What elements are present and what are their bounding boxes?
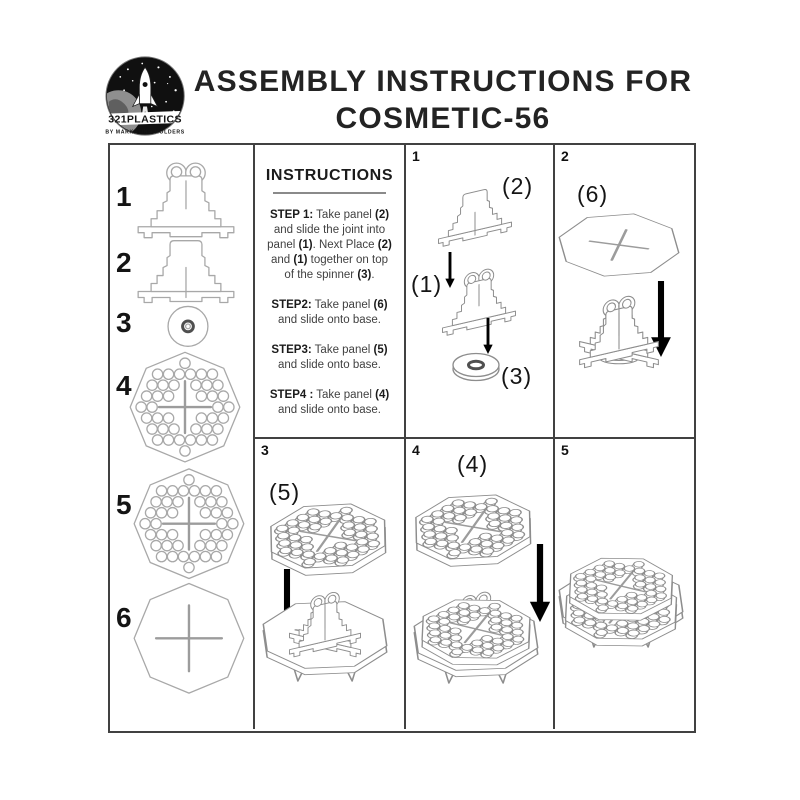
instructions-heading: INSTRUCTIONS xyxy=(265,167,394,184)
brand-tagline: BY MARKETING HOLDERS xyxy=(105,129,185,136)
panel-1-3d xyxy=(443,263,516,337)
instructions-panel xyxy=(253,145,404,437)
part-1-drawing xyxy=(138,163,234,238)
step-3-diagram xyxy=(255,439,404,729)
part-6-drawing xyxy=(134,583,244,693)
parts-list-column xyxy=(110,145,253,729)
down-arrow-icon xyxy=(445,252,454,288)
diagram-panel-1 xyxy=(404,145,553,437)
panel-number: 1 xyxy=(412,148,420,164)
part-number: 5 xyxy=(116,489,132,520)
spinner-unit-3d xyxy=(580,289,659,369)
part-number: 2 xyxy=(116,247,132,278)
panel-6-3d xyxy=(555,206,694,284)
instruction-step: STEP2: Take panel (6) and slide onto base. xyxy=(271,299,388,326)
instruction-grid xyxy=(108,143,696,733)
step-1-diagram xyxy=(406,145,553,437)
panel-2-3d xyxy=(439,183,512,247)
callout-label: (2) xyxy=(502,173,534,199)
down-arrow-icon xyxy=(530,544,550,622)
panel-5-3d xyxy=(255,487,404,593)
instruction-step: STEP4 : Take panel (4) and slide onto base. xyxy=(269,389,390,416)
finished-assembly xyxy=(555,547,694,659)
panel-number: 4 xyxy=(412,442,420,458)
callout-label: (5) xyxy=(269,479,301,505)
part-number: 4 xyxy=(116,370,132,401)
spinner-3d xyxy=(453,354,499,381)
base-assembly xyxy=(255,586,404,685)
one-shelf-assembly xyxy=(406,586,553,688)
panel-number: 5 xyxy=(561,442,569,458)
callout-label: (6) xyxy=(577,181,609,207)
title-line-1: ASSEMBLY INSTRUCTIONS FOR xyxy=(193,65,693,98)
instruction-step: STEP 1: Take panel (2) and slide the joint into panel (1). Next Place (2) and (1) together on top of the spinner (3). xyxy=(267,209,392,281)
title-line-2: COSMETIC-56 xyxy=(335,102,551,135)
part-number: 1 xyxy=(116,181,132,212)
callout-label: (1) xyxy=(411,271,443,297)
part-number: 6 xyxy=(116,602,132,633)
panel-4-3d xyxy=(406,478,553,584)
callout-label: (3) xyxy=(501,363,533,389)
panel-number: 3 xyxy=(261,442,269,458)
diagram-panel-5 xyxy=(553,437,694,729)
part-4-drawing xyxy=(130,352,240,462)
callout-label: (4) xyxy=(457,451,489,477)
finished-assembly-diagram xyxy=(555,439,694,729)
heading-underline xyxy=(273,192,386,194)
diagram-panel-4 xyxy=(404,437,553,729)
diagram-panel-3 xyxy=(253,437,404,729)
brand-logo xyxy=(99,54,195,138)
part-3-drawing xyxy=(168,306,208,346)
instruction-step: STEP3: Take panel (5) and slide onto base. xyxy=(271,344,388,371)
part-number: 3 xyxy=(116,307,132,338)
instruction-steps xyxy=(263,208,396,418)
panel-number: 2 xyxy=(561,148,569,164)
page-title xyxy=(190,63,696,137)
step-2-diagram xyxy=(555,145,694,437)
brand-name: 321PLASTICS xyxy=(108,113,182,126)
part-2-drawing xyxy=(138,241,234,303)
step-4-diagram xyxy=(406,439,553,729)
parts-drawings xyxy=(110,145,253,729)
part-5-drawing xyxy=(134,469,244,579)
diagram-panel-2 xyxy=(553,145,694,437)
